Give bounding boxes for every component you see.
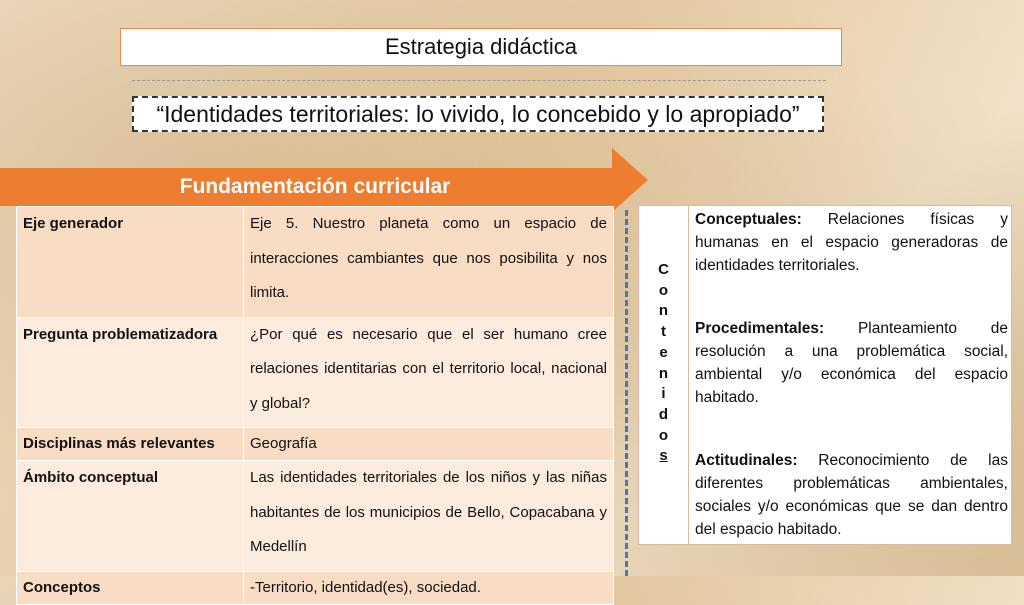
label-letter: o [658,281,669,299]
label-letter: n [658,302,669,320]
label-letter: n [658,364,669,382]
table-row [17,207,614,318]
content-label: Actitudinales: [695,452,798,469]
arrow-label: Fundamentación curricular [179,175,451,198]
contenidos-vertical-label [639,206,689,544]
label-letter: C [658,261,669,278]
row-key: Eje generador [17,207,244,318]
table-row [17,428,614,461]
table-row [17,461,614,572]
label-letter: t [661,323,666,341]
row-key: Disciplinas más relevantes [17,428,244,461]
curricular-table [16,206,614,605]
label-letter: d [658,405,669,423]
row-key: Conceptos [17,571,244,604]
contenidos-box [638,205,1012,545]
label-letter: o [658,426,669,444]
label-letter: i [661,385,666,403]
slide-title: Estrategia didáctica [120,28,842,66]
content-item-conceptuales [695,208,1008,277]
content-text: Reconocimiento de las diferentes problemáticas ambientales, sociales y/o económicas que se dan dentro del espacio habitado. [695,452,1008,538]
row-value: Geografía [244,428,614,461]
row-key: Ámbito conceptual [17,461,244,572]
row-key: Pregunta problematizadora [17,317,244,428]
slide-subtitle: “Identidades territoriales: lo vivido, lo concebido y lo apropiado” [132,96,824,132]
row-value: Eje 5. Nuestro planeta como un espacio de interacciones cambiantes que nos posibilita y nos limita. [244,207,614,318]
row-value: Las identidades territoriales de los niños y las niñas habitantes de los municipios de Bello, Copacabana y Medellín [244,461,614,572]
row-value: ¿Por qué es necesario que el ser humano cree relaciones identitarias con el territorio local, nacional y global? [244,317,614,428]
dashed-divider [132,80,826,81]
content-item-procedimentales [695,317,1008,409]
contenidos-text [695,208,1008,541]
content-text: Relaciones físicas y humanas en el espacio generadoras de identidades territoriales. [695,211,1008,274]
content-label: Conceptuales: [695,211,802,228]
vertical-dashed-divider [625,210,628,576]
label-letter: s [659,447,668,465]
content-text: Planteamiento de resolución a una problemática social, ambiental y/o económica del espacio habitado. [695,320,1008,406]
label-letter: e [659,343,668,361]
content-item-actitudinales [695,449,1008,541]
row-value: -Territorio, identidad(es), sociedad. [244,571,614,604]
table-row [17,317,614,428]
content-label: Procedimentales: [695,320,825,337]
